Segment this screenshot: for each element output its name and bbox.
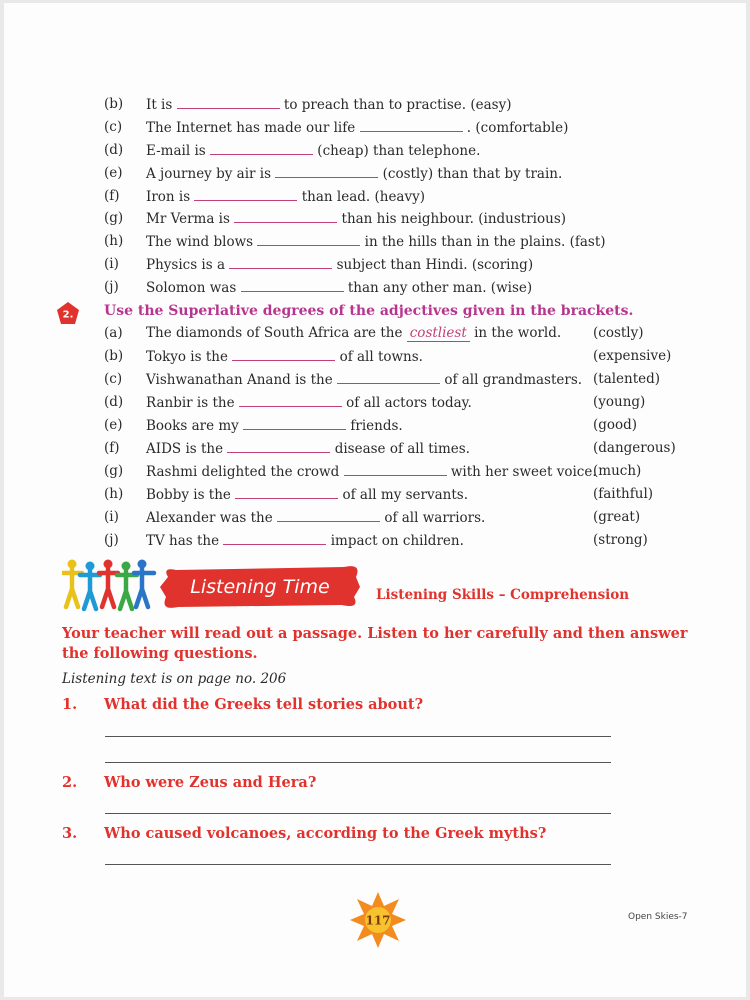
exercise-item: (e) A journey by air is (costly) than that by train. xyxy=(104,165,563,182)
series-label: Open Skies-7 xyxy=(628,912,688,922)
listening-instruction: Your teacher will read out a passage. Listen to her carefully and then answer the following questions. xyxy=(62,625,688,662)
exercise-item: (d) E-mail is (cheap) than telephone. xyxy=(104,142,481,159)
answer-blank[interactable] xyxy=(275,165,378,178)
exercise-item: (b) It is to preach than to practise. (easy) xyxy=(104,96,512,113)
answer-blank[interactable] xyxy=(194,188,297,201)
children-icon xyxy=(63,560,154,610)
exercise-item: (d) Ranbir is the of all actors today. (young) xyxy=(104,394,646,411)
answer-blank[interactable] xyxy=(232,348,335,361)
answer-line[interactable] xyxy=(105,864,611,865)
question-item: 3. Who caused volcanoes, according to the Greek myths? xyxy=(62,825,547,842)
answer-blank[interactable] xyxy=(227,440,330,453)
answer-blank[interactable] xyxy=(277,509,380,522)
answer-blank[interactable] xyxy=(235,486,338,499)
question-number-badge xyxy=(56,301,80,325)
answer-line[interactable] xyxy=(105,736,611,737)
exercise-item: (j) Solomon was than any other man. (wise) xyxy=(104,279,533,296)
answer-blank[interactable] xyxy=(210,142,313,155)
answer-blank[interactable] xyxy=(223,532,326,545)
exercise-item: (h) Bobby is the of all my servants. (faithful) xyxy=(104,486,654,503)
answer-blank[interactable] xyxy=(234,210,337,223)
sample-answer: costliest xyxy=(407,325,470,342)
answer-blank[interactable] xyxy=(344,463,447,476)
exercise-item: (g) Mr Verma is than his neighbour. (industrious) xyxy=(104,210,567,227)
answer-blank[interactable] xyxy=(241,279,344,292)
answer-blank[interactable] xyxy=(243,417,346,430)
exercise-item: (f) Iron is than lead. (heavy) xyxy=(104,188,426,205)
worksheet-page xyxy=(4,3,746,997)
exercise-item: (c) Vishwanathan Anand is the of all grandmasters. (talented) xyxy=(104,371,661,388)
exercise-item: (g) Rashmi delighted the crowd with her sweet voice. (much) xyxy=(104,463,642,480)
exercise2-heading: Use the Superlative degrees of the adjectives given in the brackets. xyxy=(104,303,634,319)
exercise-item: (j) TV has the impact on children. (strong) xyxy=(104,532,648,549)
exercise-item: (h) The wind blows in the hills than in the plains. (fast) xyxy=(104,233,606,250)
listening-text-reference: Listening text is on page no. 206 xyxy=(62,671,287,687)
svg-text:Listening Skills – Comprehensi: Listening Skills – Comprehension xyxy=(376,587,630,603)
answer-blank[interactable] xyxy=(257,233,360,246)
exercise-item: (i) Physics is a subject than Hindi. (scoring) xyxy=(104,256,534,273)
page-number-star xyxy=(349,891,407,949)
exercise-item: (c) The Internet has made our life . (comfortable) xyxy=(104,119,569,136)
answer-blank[interactable] xyxy=(360,119,463,132)
exercise-item: (i) Alexander was the of all warriors. (great) xyxy=(104,509,641,526)
svg-text:2.: 2. xyxy=(62,309,74,321)
answer-blank[interactable] xyxy=(239,394,342,407)
answer-blank[interactable] xyxy=(337,371,440,384)
answer-blank[interactable] xyxy=(229,256,332,269)
question-item: 2. Who were Zeus and Hera? xyxy=(62,774,317,791)
svg-text:Listening Time: Listening Time xyxy=(190,576,330,598)
svg-text:117: 117 xyxy=(365,913,391,928)
answer-blank[interactable] xyxy=(177,96,280,109)
question-item: 1. What did the Greeks tell stories about? xyxy=(62,696,424,713)
answer-line[interactable] xyxy=(105,762,611,763)
listening-time-banner xyxy=(62,559,662,615)
exercise-item: (b) Tokyo is the of all towns. (expensive) xyxy=(104,348,672,365)
exercise-item: (e) Books are my friends. (good) xyxy=(104,417,638,434)
exercise-item: (f) AIDS is the disease of all times. (dangerous) xyxy=(104,440,676,457)
answer-line[interactable] xyxy=(105,813,611,814)
exercise-item: (a) The diamonds of South Africa are the costliest in the world. (costly) xyxy=(104,325,644,341)
